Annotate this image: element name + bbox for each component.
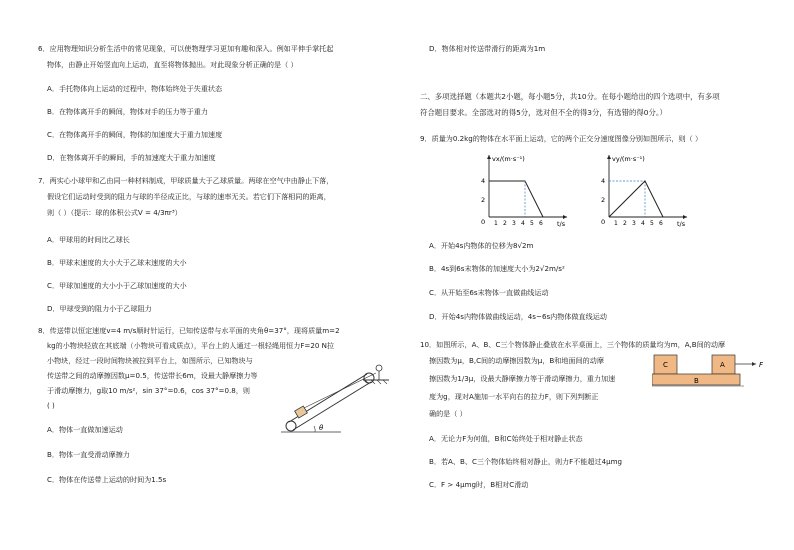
q6-stem-line-2: 物体，由静止开始竖直向上运动，直至将物体抛出。对此现象分析正确的是（ ） bbox=[47, 60, 298, 69]
ytick-4: 4 bbox=[481, 177, 486, 185]
q10-stem-line-5: 确的是（ ） bbox=[429, 409, 467, 418]
q8-option-c[interactable]: C．物体在传送带上运动的时间为1.5s bbox=[47, 475, 167, 484]
q7-option-c[interactable]: C．甲球加速度的大小小于乙球加速度的大小 bbox=[47, 281, 187, 290]
label-a: A bbox=[720, 361, 725, 369]
xlabel: t/s bbox=[677, 220, 686, 228]
q8-stem-line-3: 小物块，经过一段时间物块被拉到平台上，如图所示，已知物块与 bbox=[47, 356, 253, 365]
section2-heading-line-1: 二、多项选择题（本题共2小题，每小题5分，共10分。在每小题给出的四个选项中，有多项 bbox=[420, 92, 720, 101]
q9-option-d[interactable]: D．开始4s内物体做曲线运动，4s~6s内物体做直线运动 bbox=[429, 312, 607, 321]
label-c: C bbox=[663, 361, 668, 369]
q10-option-b[interactable]: B．若A、B、C三个物体始终相对静止，则力F不能超过4μmg bbox=[429, 457, 623, 466]
q7-stem-line-3: 则（ ）（提示：球的体积公式V = 4/3πr³） bbox=[47, 208, 182, 217]
q6-option-d[interactable]: D．在物体离开手的瞬间，手的加速度大于重力加速度 bbox=[47, 153, 216, 162]
q7-option-a[interactable]: A．甲球用的时间比乙球长 bbox=[47, 235, 130, 244]
xtick-4: 4 bbox=[641, 220, 645, 227]
q9-graph-vx bbox=[475, 151, 570, 229]
q10-option-a[interactable]: A．无论力F为何值，B和C始终处于相对静止状态 bbox=[429, 434, 583, 443]
xtick-3: 3 bbox=[512, 220, 516, 227]
q8-stem-line-2: kg的小物块轻放在其底端（小物块可看成质点），平台上的人通过一根轻绳用恒力F=20 N拉 bbox=[47, 341, 335, 350]
xtick-6: 6 bbox=[539, 220, 543, 227]
ylabel: vx/(m·s⁻¹) bbox=[492, 155, 525, 163]
ytick-2: 2 bbox=[601, 196, 606, 204]
q8-option-a[interactable]: A．物体一直做加速运动 bbox=[47, 425, 123, 434]
xtick-5: 5 bbox=[650, 220, 654, 227]
q10-stem-line-4: 度为g，现对A施加一水平向右的拉力F，则下列判断正 bbox=[429, 392, 599, 401]
xtick-6: 6 bbox=[659, 220, 663, 227]
xtick-5: 5 bbox=[530, 220, 534, 227]
q8-option-b[interactable]: B．物体一直受滑动摩擦力 bbox=[47, 450, 130, 459]
q7-option-d[interactable]: D．甲球受到的阻力小于乙球阻力 bbox=[47, 304, 152, 313]
origin: 0 bbox=[601, 218, 606, 226]
xtick-3: 3 bbox=[632, 220, 636, 227]
q8-stem-line-4: 传送带之间的动摩擦因数μ=0.5，传送带长6m，设最大静摩擦力等 bbox=[47, 371, 258, 380]
vy-curve bbox=[609, 181, 663, 217]
q10-blocks-figure bbox=[652, 352, 770, 394]
q9-option-b[interactable]: B．4s到6s末物体的加速度大小为2√2m/s² bbox=[429, 264, 565, 273]
q7-option-b[interactable]: B．甲球末速度的大小大于乙球末速度的大小 bbox=[47, 258, 187, 267]
q9-option-a[interactable]: A．开始4s内物体的位移为8√2m bbox=[429, 241, 534, 250]
q10-stem-line-2: 擦因数为μ，B,C间的动摩擦因数为μ，B和地面间的动摩 bbox=[429, 356, 604, 365]
q10-stem-line-1: 10．如图所示，A、B、C三个物体静止叠放在水平桌面上，三个物体的质量均为m，A,B间的动摩 bbox=[420, 340, 726, 349]
block bbox=[295, 406, 308, 418]
q9-option-c[interactable]: C．从开始至6s末物体一直做曲线运动 bbox=[429, 288, 549, 297]
xtick-2: 2 bbox=[623, 220, 627, 227]
xtick-2: 2 bbox=[503, 220, 507, 227]
belt-lower bbox=[293, 382, 371, 430]
angle-label: θ bbox=[319, 424, 324, 432]
q8-stem-line-6: ( ) bbox=[47, 401, 55, 410]
xtick-1: 1 bbox=[494, 220, 498, 227]
xtick-1: 1 bbox=[614, 220, 618, 227]
pulley-bottom bbox=[286, 421, 296, 431]
q8-stem-line-5: 于滑动摩擦力，g取10 m/s²，sin 37°=0.6，cos 37°=0.8，则 bbox=[47, 386, 250, 395]
q6-option-a[interactable]: A．手托物体向上运动的过程中，物体始终处于失重状态 bbox=[47, 84, 223, 93]
q7-stem-line-2: 假设它们运动时受到的阻力与球的半径成正比，与球的速率无关。若它们下落相同的距离， bbox=[47, 192, 331, 201]
q8-stem-line-1: 8．传送带以恒定速度v=4 m/s顺时针运行，已知传送带与水平面的夹角θ=37°，现将质量m=2 bbox=[38, 326, 340, 335]
q10-option-c[interactable]: C．F > 4μmg时，B相对C滑动 bbox=[429, 480, 529, 489]
q7-stem-line-1: 7．两实心小球甲和乙由同一种材料制成，甲球质量大于乙球质量。两球在空气中由静止下落， bbox=[38, 176, 334, 185]
label-f: F bbox=[759, 361, 764, 369]
vx-curve bbox=[489, 181, 543, 217]
rope bbox=[304, 373, 376, 408]
section2-heading-line-2: 符合题目要求。全部选对的得5分，选对但不全的得3分，有选错的得0分。） bbox=[420, 108, 667, 117]
origin: 0 bbox=[481, 218, 486, 226]
ytick-2: 2 bbox=[481, 196, 486, 204]
xlabel: t/s bbox=[557, 220, 566, 228]
q8-conveyor-figure bbox=[281, 360, 391, 435]
q6-option-b[interactable]: B．在物体离开手的瞬间，物体对手的压力等于重力 bbox=[47, 107, 208, 116]
ytick-4: 4 bbox=[601, 177, 606, 185]
xtick-4: 4 bbox=[521, 220, 525, 227]
q10-stem-line-3: 擦因数为1/3μ，设最大静摩擦力等于滑动摩擦力，重力加速 bbox=[429, 374, 616, 383]
q9-stem: 9．质量为0.2kg的物体在水平面上运动，它的两个正交分速度图像分别如图所示，则（ ） bbox=[420, 134, 703, 143]
q8-option-d[interactable]: D．物体相对传送带滑行的距离为1m bbox=[429, 44, 546, 53]
q9-graph-vy bbox=[595, 151, 690, 229]
q6-stem-line-1: 6．应用物理知识分析生活中的常见现象，可以使物理学习更加有趣和深入。例如平伸手掌托起 bbox=[38, 44, 334, 53]
q6-option-c[interactable]: C．在物体离开手的瞬间，物体的加速度大于重力加速度 bbox=[47, 130, 223, 139]
ylabel: vy/(m·s⁻¹) bbox=[612, 155, 645, 163]
label-b: B bbox=[694, 377, 699, 385]
person-icon bbox=[376, 365, 382, 371]
